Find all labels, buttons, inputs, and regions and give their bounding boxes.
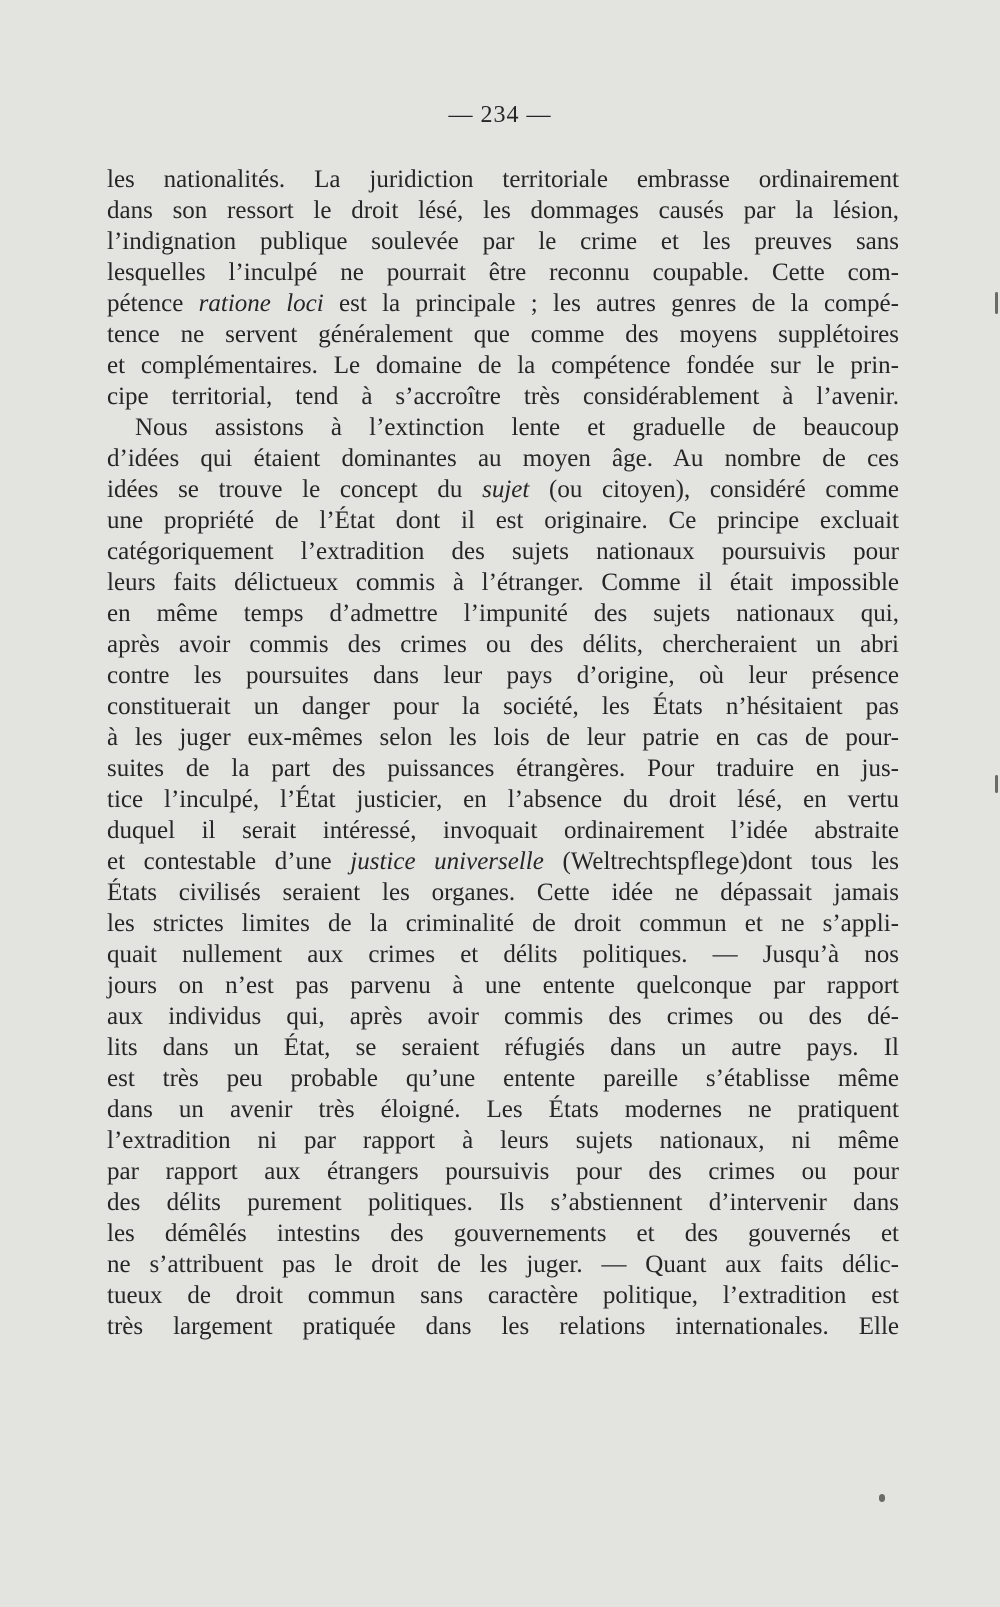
text-segment: l’indignation publique soulevée par le crime et les preuves sans (107, 228, 899, 255)
text-segment: suites de la part des puissances étrangères. Pour traduire en jus- (107, 755, 899, 782)
text-line (107, 815, 899, 846)
text-segment: lits dans un État, se seraient réfugiés dans un autre pays. Il (107, 1034, 899, 1061)
text-line (107, 908, 899, 939)
text-segment: l’extradition ni par rapport à leurs sujets nationaux, ni même (107, 1127, 899, 1154)
text-segment: à les juger eux-mêmes selon les lois de leur patrie en cas de pour- (107, 724, 899, 751)
text-line (107, 350, 899, 381)
margin-mark (995, 775, 998, 793)
text-segment: aux individus qui, après avoir commis des crimes ou des dé- (107, 1003, 899, 1030)
text-segment: en même temps d’admettre l’impunité des sujets nationaux qui, (107, 600, 899, 627)
text-segment: tueux de droit commun sans caractère politique, l’extradition est (107, 1282, 899, 1309)
text-line (107, 629, 899, 660)
text-line (107, 226, 899, 257)
text-segment: Nous assistons à l’extinction lente et graduelle de beaucoup (135, 414, 899, 441)
text-line (107, 598, 899, 629)
text-line (107, 660, 899, 691)
text-line (107, 753, 899, 784)
italic-term: justice universelle (350, 848, 544, 875)
text-segment: idées se trouve le concept du (107, 476, 483, 503)
text-segment: les nationalités. La juridiction territoriale embrasse ordinairement (107, 166, 899, 193)
text-line (107, 1063, 899, 1094)
text-segment: cipe territorial, tend à s’accroître très considérablement à l’avenir. (107, 383, 899, 410)
text-line (107, 846, 899, 877)
text-segment: constituerait un danger pour la société, les États n’hésitaient pas (107, 693, 899, 720)
text-line (107, 443, 899, 474)
text-segment: leurs faits délictueux commis à l’étranger. Comme il était impossible (107, 569, 899, 596)
text-line (107, 319, 899, 350)
text-segment: (Weltrechtspflege)dont tous les (543, 848, 899, 875)
text-line (107, 505, 899, 536)
ink-dot (879, 1494, 885, 1502)
text-line (107, 1125, 899, 1156)
text-line (107, 1156, 899, 1187)
text-line (107, 1311, 899, 1342)
text-segment: dans son ressort le droit lésé, les dommages causés par la lésion, (107, 197, 899, 224)
text-segment: et contestable d’une (107, 848, 351, 875)
text-segment: pétence (107, 290, 199, 317)
text-line (107, 474, 899, 505)
text-line (107, 257, 899, 288)
text-segment: ne s’attribuent pas le droit de les juger. — Quant aux faits délic- (107, 1251, 899, 1278)
text-segment: États civilisés seraient les organes. Cette idée ne dépassait jamais (107, 879, 899, 906)
text-line (107, 939, 899, 970)
text-line (107, 1001, 899, 1032)
text-segment: les démêlés intestins des gouvernements et des gouvernés et (107, 1220, 899, 1247)
text-segment: par rapport aux étrangers poursuivis pour des crimes ou pour (107, 1158, 899, 1185)
text-line (107, 877, 899, 908)
text-line (107, 1249, 899, 1280)
text-segment: duquel il serait intéressé, invoquait ordinairement l’idée abstraite (107, 817, 899, 844)
text-line (107, 722, 899, 753)
text-segment: et complémentaires. Le domaine de la compétence fondée sur le prin- (107, 352, 899, 379)
text-segment: quait nullement aux crimes et délits politiques. — Jusqu’à nos (107, 941, 899, 968)
text-line (107, 1032, 899, 1063)
text-line (107, 691, 899, 722)
text-segment: lesquelles l’inculpé ne pourrait être reconnu coupable. Cette com- (107, 259, 899, 286)
text-line (107, 164, 899, 195)
italic-term: ratione loci (198, 290, 324, 317)
text-segment: une propriété de l’État dont il est originaire. Ce principe excluait (107, 507, 899, 534)
text-segment: d’idées qui étaient dominantes au moyen âge. Au nombre de ces (107, 445, 899, 472)
text-segment: tice l’inculpé, l’État justicier, en l’absence du droit lésé, en vertu (107, 786, 899, 813)
text-line (107, 536, 899, 567)
text-segment: jours on n’est pas parvenu à une entente quelconque par rapport (107, 972, 899, 999)
text-line (107, 381, 899, 412)
text-line (107, 1218, 899, 1249)
text-line (107, 1280, 899, 1311)
italic-term: sujet (482, 476, 530, 503)
text-line (107, 784, 899, 815)
text-segment: catégoriquement l’extradition des sujets nationaux poursuivis pour (107, 538, 899, 565)
text-segment: après avoir commis des crimes ou des délits, chercheraient un abri (107, 631, 899, 658)
text-line (107, 412, 899, 443)
text-line (107, 195, 899, 226)
text-segment: très largement pratiquée dans les relations internationales. Elle (107, 1313, 899, 1340)
text-line (107, 970, 899, 1001)
text-segment: tence ne servent généralement que comme des moyens supplétoires (107, 321, 899, 348)
text-segment: des délits purement politiques. Ils s’abstiennent d’intervenir dans (107, 1189, 899, 1216)
text-line (107, 567, 899, 598)
text-segment: est la principale ; les autres genres de la compé- (323, 290, 899, 317)
text-line (107, 288, 899, 319)
page-number: — 234 — (448, 102, 552, 128)
text-line (107, 1187, 899, 1218)
text-segment: dans un avenir très éloigné. Les États modernes ne pratiquent (107, 1096, 899, 1123)
text-line (107, 1094, 899, 1125)
text-segment: est très peu probable qu’une entente pareille s’établisse même (107, 1065, 899, 1092)
body-text (107, 164, 899, 1342)
text-segment: les strictes limites de la criminalité de droit commun et ne s’appli- (107, 910, 899, 937)
text-segment: contre les poursuites dans leur pays d’origine, où leur présence (107, 662, 899, 689)
text-segment: (ou citoyen), considéré comme (529, 476, 900, 503)
margin-mark (995, 292, 998, 314)
